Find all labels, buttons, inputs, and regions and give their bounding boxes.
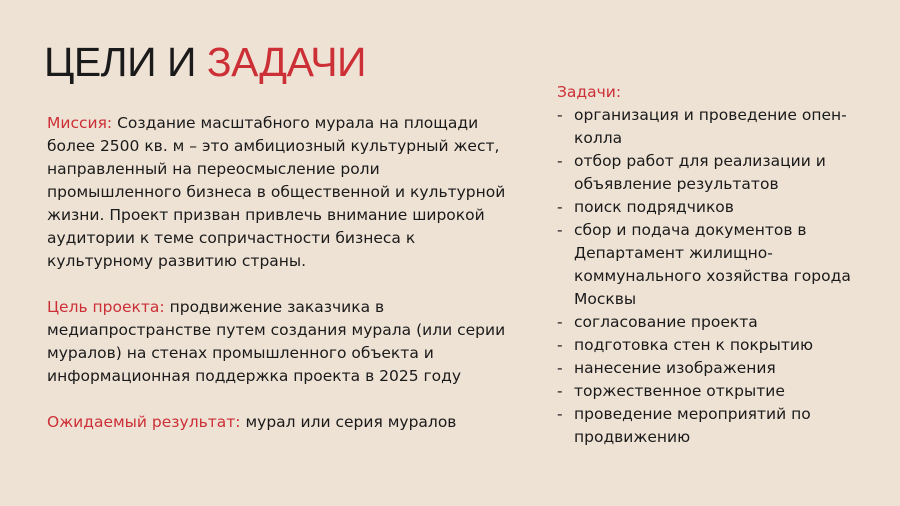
goal-label: Цель проекта: <box>47 298 165 316</box>
task-item <box>557 403 857 449</box>
left-column <box>47 112 517 457</box>
task-item <box>557 311 857 334</box>
task-item <box>557 104 857 150</box>
task-text: поиск подрядчиков <box>574 198 734 216</box>
task-text: согласование проекта <box>574 313 758 331</box>
task-item <box>557 334 857 357</box>
tasks-heading: Задачи: <box>557 83 622 101</box>
bullet-dash: - <box>557 313 563 331</box>
title-part-2: ЗАДАЧИ <box>206 39 367 85</box>
bullet-dash: - <box>557 336 563 354</box>
tasks-column <box>557 81 857 449</box>
task-item <box>557 196 857 219</box>
task-item <box>557 357 857 380</box>
task-text: нанесение изображения <box>574 359 776 377</box>
bullet-dash: - <box>557 106 563 124</box>
mission-text: Создание масштабного мурала на площади более 2500 кв. м – это амбициозный культурный жест, направленный на переосмысление роли промышленного бизнеса в общественной и культурной жизни. Проект призван привлечь внимание широкой аудитории к теме сопричастности бизнеса к культурному развитию страны. <box>47 114 506 270</box>
title-part-1: ЦЕЛИ И <box>44 39 196 85</box>
task-text: организация и проведение опен-колла <box>574 106 847 147</box>
task-item <box>557 150 857 196</box>
bullet-dash: - <box>557 152 563 170</box>
page-title <box>44 38 366 86</box>
bullet-dash: - <box>557 359 563 377</box>
goal-paragraph <box>47 296 517 388</box>
result-label: Ожидаемый результат: <box>47 413 241 431</box>
mission-paragraph <box>47 112 517 273</box>
mission-label: Миссия: <box>47 114 113 132</box>
result-paragraph <box>47 411 517 434</box>
tasks-list <box>557 104 857 449</box>
goal-text: продвижение заказчика в медиапространстве путем создания мурала (или серии муралов) на стенах промышленного объекта и информационная поддержка проекта в 2025 году <box>47 298 506 385</box>
task-text: отбор работ для реализации и объявление результатов <box>574 152 826 193</box>
result-text: мурал или серия муралов <box>245 413 457 431</box>
task-text: проведение мероприятий по продвижению <box>574 405 811 446</box>
bullet-dash: - <box>557 221 563 239</box>
task-item <box>557 380 857 403</box>
bullet-dash: - <box>557 405 563 423</box>
bullet-dash: - <box>557 382 563 400</box>
bullet-dash: - <box>557 198 563 216</box>
task-item <box>557 219 857 311</box>
task-text: торжественное открытие <box>574 382 785 400</box>
task-text: сбор и подача документов в Департамент жилищно-коммунального хозяйства города Москвы <box>574 221 851 308</box>
task-text: подготовка стен к покрытию <box>574 336 814 354</box>
